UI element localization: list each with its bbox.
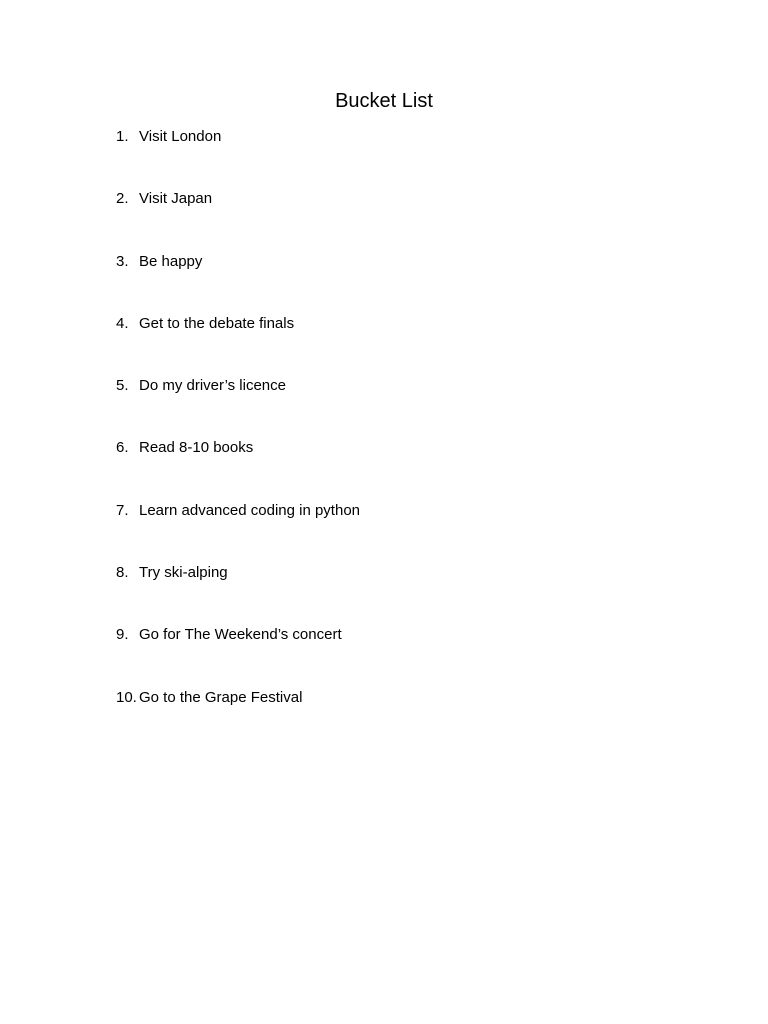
list-item-number: 9.: [116, 626, 129, 644]
list-item: [116, 188, 360, 250]
list-item-text: Go to the Grape Festival: [139, 688, 303, 706]
list-item-text: Visit Japan: [139, 190, 213, 208]
list-item-text: Get to the debate finals: [139, 314, 295, 332]
list-item: [116, 126, 360, 188]
list-item-number: 3.: [116, 252, 129, 270]
list-item: [116, 375, 360, 437]
bucket-list: [116, 126, 360, 749]
list-item-number: 6.: [116, 439, 129, 457]
list-item: [116, 437, 360, 499]
list-item: [116, 313, 360, 375]
list-item-text: Do my driver’s licence: [139, 377, 286, 395]
list-item-number: 1.: [116, 128, 129, 145]
list-item: [116, 251, 360, 313]
page-title: Bucket List: [335, 90, 433, 112]
list-item-number: 4.: [116, 314, 129, 332]
list-item-text: Read 8-10 books: [139, 439, 254, 457]
list-item: [116, 687, 360, 749]
list-item-number: 7.: [116, 501, 129, 519]
list-item: [116, 500, 360, 562]
list-item-number: 10.: [116, 688, 137, 706]
list-item-text: Be happy: [139, 252, 203, 270]
list-item: [116, 624, 360, 686]
list-item-number: 2.: [116, 190, 129, 208]
list-item: [116, 562, 360, 624]
list-item-number: 5.: [116, 377, 129, 395]
list-item-text: Learn advanced coding in python: [139, 501, 361, 519]
list-item-text: Go for The Weekend’s concert: [139, 626, 342, 644]
list-item-number: 8.: [116, 564, 129, 582]
list-item-text: Visit London: [139, 128, 222, 145]
list-item-text: Try ski-alping: [139, 564, 228, 582]
